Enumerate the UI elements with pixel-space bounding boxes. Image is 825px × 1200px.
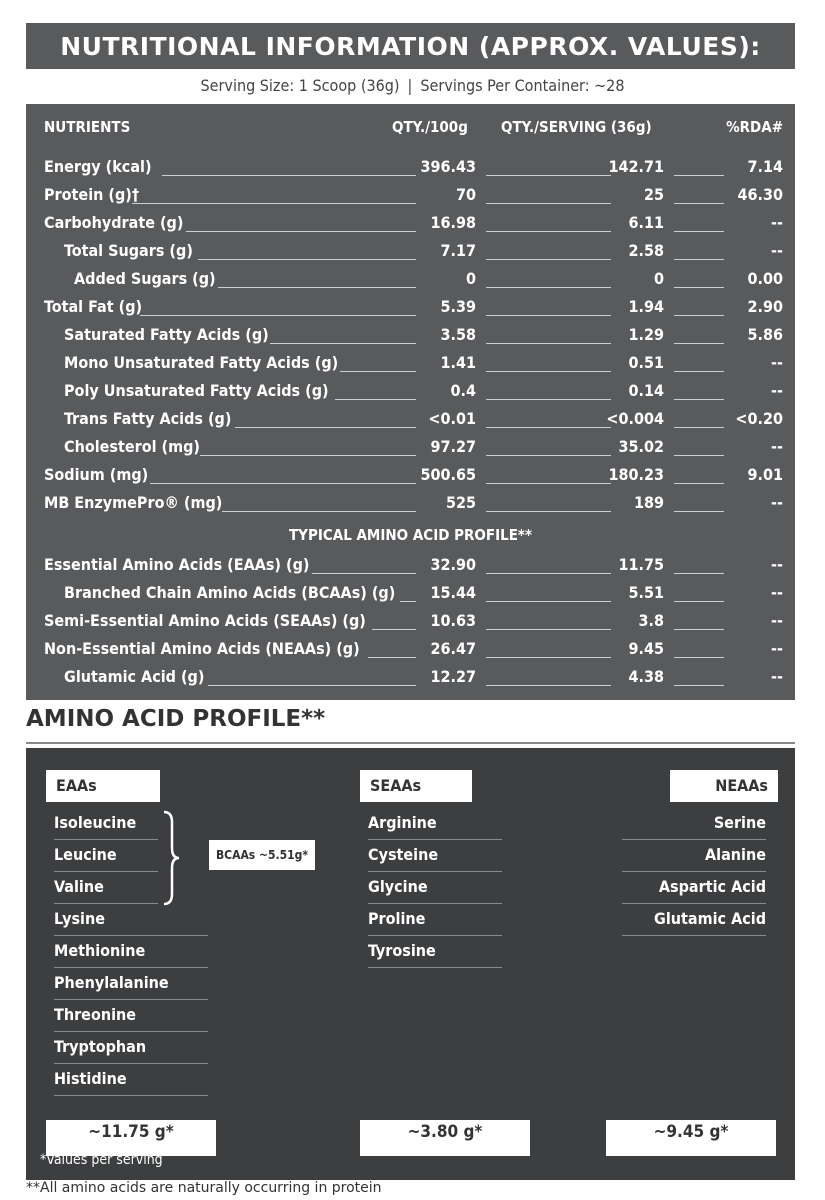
leader-line [674, 175, 724, 176]
qty-per-serving: 142.71 [608, 157, 664, 176]
qty-per-serving: 5.51 [628, 583, 664, 602]
qty-per-100g: 32.90 [430, 555, 476, 574]
servings-per-container: Servings Per Container: ~28 [420, 76, 625, 95]
leader-line [674, 455, 724, 456]
amino-acid-item: Threonine [54, 1000, 208, 1032]
leader-line [270, 343, 416, 344]
rda-percent: 9.01 [747, 465, 783, 484]
leader-line [674, 629, 724, 630]
header-qty-serving: QTY./SERVING (36g) [501, 118, 652, 136]
leader-line [486, 455, 611, 456]
leader-line [222, 511, 416, 512]
qty-per-100g: 26.47 [430, 639, 476, 658]
qty-per-100g: 3.58 [440, 325, 476, 344]
leader-line [372, 629, 416, 630]
leader-line [486, 175, 611, 176]
qty-per-100g: 0.4 [450, 381, 476, 400]
leader-line [674, 573, 724, 574]
amino-acid-item: Glutamic Acid [622, 904, 766, 936]
leader-line [235, 427, 416, 428]
leader-line [486, 629, 611, 630]
qty-per-100g: <0.01 [428, 409, 476, 428]
nutrient-name: Energy (kcal) [44, 157, 152, 176]
leader-line [674, 315, 724, 316]
rda-percent: -- [771, 555, 783, 574]
leader-line [674, 601, 724, 602]
nutrient-row [26, 664, 795, 692]
leader-line [674, 657, 724, 658]
qty-per-serving: 189 [633, 493, 664, 512]
amino-acid-item: Alanine [622, 840, 766, 872]
nutrient-row [26, 490, 795, 518]
nutrient-name: Total Sugars (g) [64, 241, 193, 260]
leader-line [486, 259, 611, 260]
amino-acid-item: Arginine [368, 808, 502, 840]
leader-line [674, 399, 724, 400]
leader-line [312, 573, 416, 574]
rda-percent: -- [771, 381, 783, 400]
leader-line [198, 259, 416, 260]
leader-line [140, 315, 416, 316]
nutrient-row [26, 238, 795, 266]
leader-line [150, 483, 416, 484]
nutrient-name: MB EnzymePro® (mg) [44, 493, 223, 512]
bcaa-brace-icon [160, 810, 182, 906]
qty-per-100g: 500.65 [420, 465, 476, 484]
nutrient-row [26, 322, 795, 350]
leader-line [208, 685, 416, 686]
page-title: NUTRITIONAL INFORMATION (APPROX. VALUES): [60, 31, 761, 61]
qty-per-100g: 1.41 [440, 353, 476, 372]
amino-acid-item: Phenylalanine [54, 968, 208, 1000]
qty-per-serving: 4.38 [628, 667, 664, 686]
amino-acid-item: Leucine [54, 840, 158, 872]
leader-line [486, 601, 611, 602]
leader-line [674, 231, 724, 232]
nutrient-name: Essential Amino Acids (EAAs) (g) [44, 555, 310, 574]
leader-line [186, 231, 416, 232]
rda-percent: <0.20 [735, 409, 783, 428]
nutrient-row [26, 636, 795, 664]
amino-acid-item: Proline [368, 904, 502, 936]
rda-percent: 2.90 [747, 297, 783, 316]
rda-percent: -- [771, 213, 783, 232]
nutrient-name: Carbohydrate (g) [44, 213, 184, 232]
amino-acid-item: Histidine [54, 1064, 208, 1096]
amino-acid-item: Cysteine [368, 840, 502, 872]
nutrient-row [26, 154, 795, 182]
qty-per-serving: 0.51 [628, 353, 664, 372]
leader-line [486, 427, 611, 428]
leader-line [674, 483, 724, 484]
leader-line [218, 287, 416, 288]
qty-per-serving: 9.45 [628, 639, 664, 658]
nutrient-name: Poly Unsaturated Fatty Acids (g) [64, 381, 329, 400]
rda-percent: -- [771, 667, 783, 686]
amino-section-title: AMINO ACID PROFILE** [26, 706, 326, 732]
leader-line [340, 371, 416, 372]
leader-line [200, 455, 416, 456]
qty-per-serving: 3.8 [638, 611, 664, 630]
amino-acid-item: Tryptophan [54, 1032, 208, 1064]
header-nutrients: NUTRIENTS [44, 118, 131, 136]
amino-acid-profile-panel [26, 748, 795, 1180]
nutrition-table [26, 104, 795, 700]
qty-per-serving: 0 [653, 269, 664, 288]
header-rda: %RDA# [726, 118, 783, 136]
amino-acid-item: Lysine [54, 904, 208, 936]
nutrient-row [26, 608, 795, 636]
qty-per-100g: 15.44 [430, 583, 476, 602]
nutrient-name: Mono Unsaturated Fatty Acids (g) [64, 353, 339, 372]
qty-per-100g: 5.39 [440, 297, 476, 316]
leader-line [486, 315, 611, 316]
amino-acid-item: Serine [622, 808, 766, 840]
nutrient-name: Added Sugars (g) [74, 269, 216, 288]
nutrient-row [26, 580, 795, 608]
seaas-title: SEAAs [360, 770, 472, 802]
leader-line [335, 399, 416, 400]
nutrient-name: Non-Essential Amino Acids (NEAAs) (g) [44, 639, 360, 658]
nutrient-name: Protein (g)† [44, 185, 140, 204]
leader-line [486, 399, 611, 400]
rda-percent: -- [771, 493, 783, 512]
qty-per-serving: 180.23 [608, 465, 664, 484]
qty-per-100g: 7.17 [440, 241, 476, 260]
qty-per-100g: 0 [465, 269, 476, 288]
qty-per-100g: 70 [455, 185, 476, 204]
rda-percent: 0.00 [747, 269, 783, 288]
leader-line [162, 175, 416, 176]
amino-footnote: **All amino acids are naturally occurring in protein [26, 1180, 382, 1196]
amino-acid-item: Methionine [54, 936, 208, 968]
nutrient-row [26, 294, 795, 322]
nutrient-name: Trans Fatty Acids (g) [64, 409, 232, 428]
header-qty-100g: QTY./100g [392, 118, 468, 136]
qty-per-100g: 10.63 [430, 611, 476, 630]
leader-line [368, 657, 416, 658]
leader-line [674, 685, 724, 686]
rda-percent: -- [771, 353, 783, 372]
qty-per-serving: 0.14 [628, 381, 664, 400]
values-per-serving-note: *Values per serving [40, 1152, 163, 1168]
rda-percent: -- [771, 583, 783, 602]
nutrient-row [26, 462, 795, 490]
nutrient-name: Total Fat (g) [44, 297, 143, 316]
qty-per-serving: 25 [643, 185, 664, 204]
amino-acid-item: Glycine [368, 872, 502, 904]
eaas-total-value: ~11.75 g* [88, 1122, 174, 1142]
qty-per-serving: 1.94 [628, 297, 664, 316]
leader-line [486, 573, 611, 574]
rda-percent: -- [771, 639, 783, 658]
qty-per-serving: 35.02 [618, 437, 664, 456]
nutrient-row [26, 378, 795, 406]
amino-acid-item: Aspartic Acid [622, 872, 766, 904]
nutrient-name: Branched Chain Amino Acids (BCAAs) (g) [64, 583, 396, 602]
amino-acid-item: Tyrosine [368, 936, 502, 968]
nutrient-row [26, 350, 795, 378]
rda-percent: -- [771, 437, 783, 456]
leader-line [486, 203, 611, 204]
leader-line [486, 343, 611, 344]
leader-line [486, 511, 611, 512]
nutrient-name: Glutamic Acid (g) [64, 667, 205, 686]
leader-line [486, 685, 611, 686]
qty-per-serving: 1.29 [628, 325, 664, 344]
leader-line [674, 343, 724, 344]
rda-percent: -- [771, 611, 783, 630]
seaas-total-value: ~3.80 g* [407, 1122, 483, 1142]
nutrient-row [26, 406, 795, 434]
rda-percent: -- [771, 241, 783, 260]
qty-per-100g: 525 [445, 493, 476, 512]
neaas-total-value: ~9.45 g* [653, 1122, 729, 1142]
nutrient-row [26, 182, 795, 210]
leader-line [132, 203, 416, 204]
nutrient-row [26, 434, 795, 462]
leader-line [674, 511, 724, 512]
serving-separator: | [407, 76, 413, 95]
leader-line [486, 371, 611, 372]
amino-acid-item: Isoleucine [54, 808, 158, 840]
leader-line [674, 371, 724, 372]
leader-line [486, 287, 611, 288]
leader-line [674, 203, 724, 204]
nutrient-name: Sodium (mg) [44, 465, 149, 484]
neaas-title: NEAAs [670, 770, 778, 802]
qty-per-100g: 16.98 [430, 213, 476, 232]
qty-per-100g: 396.43 [420, 157, 476, 176]
nutrient-row [26, 552, 795, 580]
qty-per-100g: 12.27 [430, 667, 476, 686]
rda-percent: 46.30 [737, 185, 783, 204]
section-divider [26, 742, 795, 744]
leader-line [486, 483, 611, 484]
qty-per-serving: 6.11 [628, 213, 664, 232]
eaas-total [46, 1104, 216, 1156]
bcaa-callout: BCAAs ~5.51g* [209, 840, 315, 870]
amino-acid-item: Valine [54, 872, 158, 904]
eaas-title: EAAs [46, 770, 160, 802]
qty-per-serving: 11.75 [618, 555, 664, 574]
nutrient-row [26, 210, 795, 238]
serving-info [0, 76, 825, 95]
qty-per-serving: 2.58 [628, 241, 664, 260]
leader-line [674, 259, 724, 260]
title-bar [26, 23, 795, 69]
leader-line [486, 657, 611, 658]
leader-line [674, 427, 724, 428]
rda-percent: 5.86 [747, 325, 783, 344]
qty-per-serving: <0.004 [606, 409, 664, 428]
leader-line [486, 231, 611, 232]
seaas-total [360, 1104, 530, 1156]
neaas-total [606, 1104, 776, 1156]
nutrient-name: Semi-Essential Amino Acids (SEAAs) (g) [44, 611, 366, 630]
serving-size: Serving Size: 1 Scoop (36g) [200, 76, 400, 95]
leader-line [674, 287, 724, 288]
nutrient-row [26, 266, 795, 294]
rda-percent: 7.14 [747, 157, 783, 176]
nutrient-name: Saturated Fatty Acids (g) [64, 325, 269, 344]
qty-per-100g: 97.27 [430, 437, 476, 456]
nutrient-name: Cholesterol (mg) [64, 437, 201, 456]
leader-line [400, 601, 416, 602]
amino-profile-heading: TYPICAL AMINO ACID PROFILE** [288, 526, 533, 544]
